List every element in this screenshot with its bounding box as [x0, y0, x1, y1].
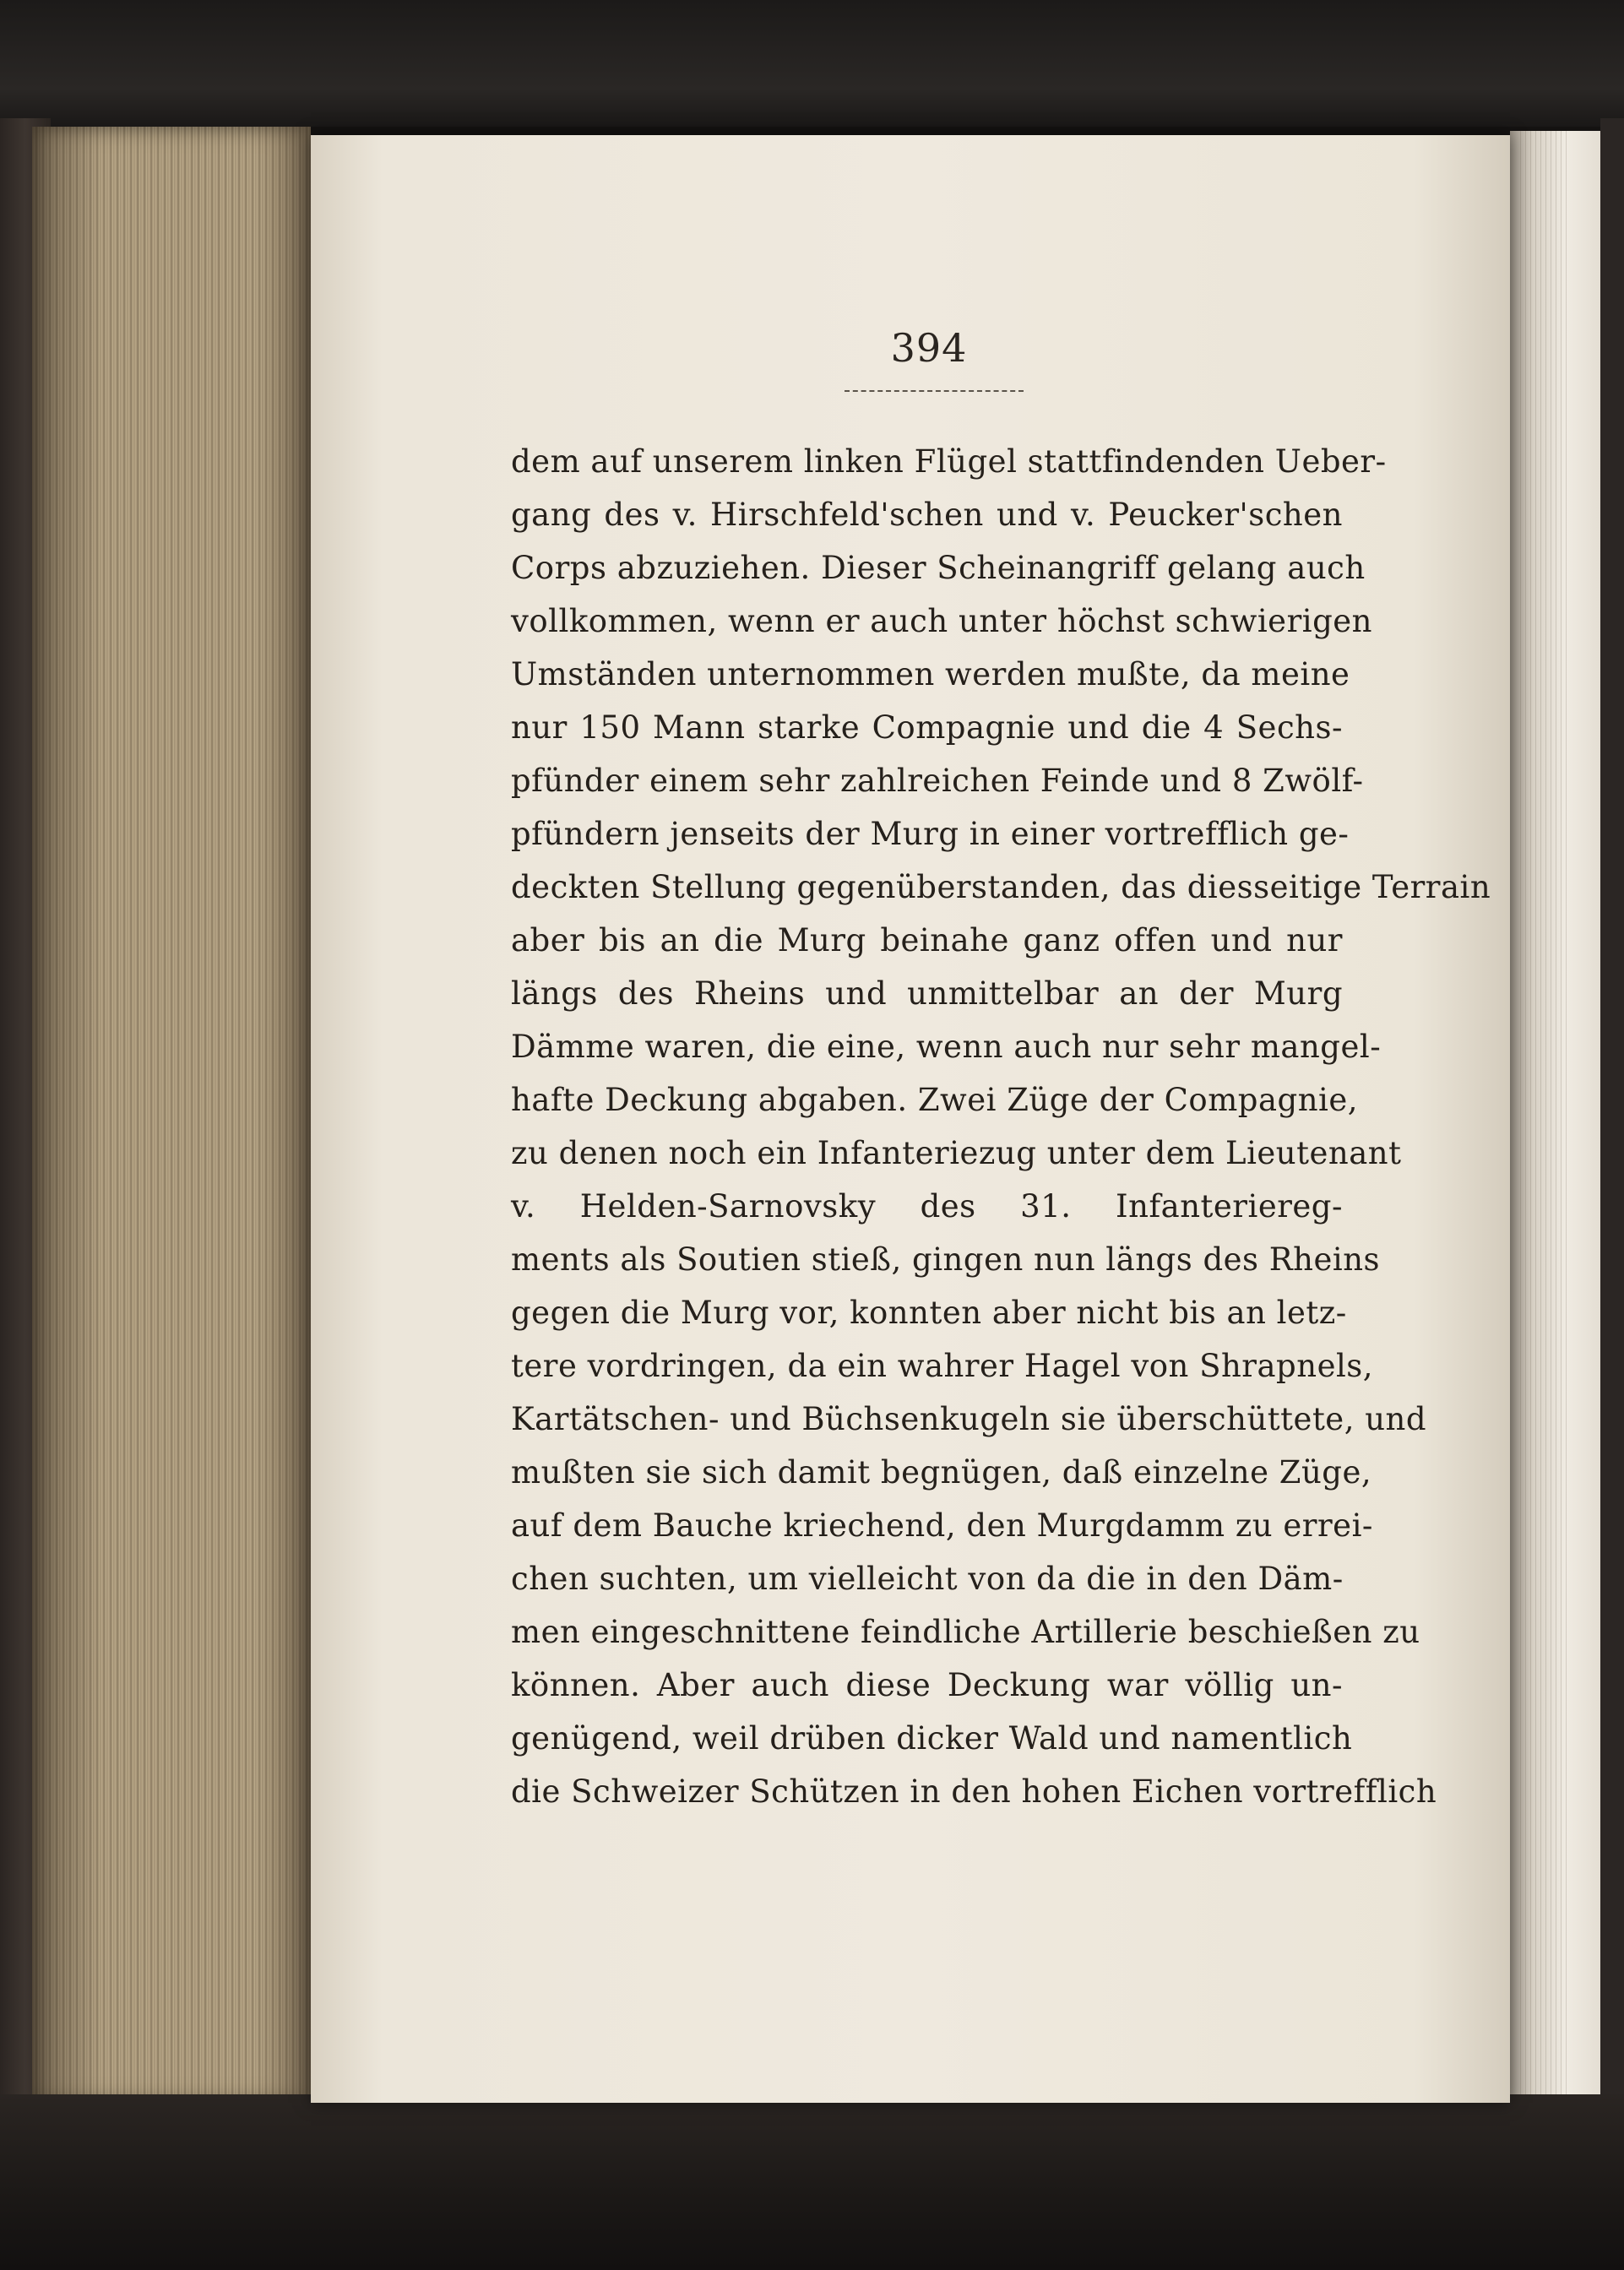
text-line: dem auf unserem linken Flügel stattfindenden Ueber- — [511, 443, 1387, 480]
page-edges-shade — [32, 127, 311, 2103]
text-line: pfünder einem sehr zahlreichen Feinde und 8 Zwölf- — [511, 763, 1364, 799]
text-line: die Schweizer Schützen in den hohen Eichen vortrefflich — [511, 1773, 1437, 1810]
text-line: gang des v. Hirschfeld'schen und v. Peucker'schen — [511, 497, 1343, 533]
header-rule — [845, 390, 1024, 392]
background-top — [0, 0, 1624, 127]
text-line: gegen die Murg vor, konnten aber nicht bis an letz- — [511, 1295, 1347, 1331]
text-line: vollkommen, wenn er auch unter höchst schwierigen — [511, 603, 1373, 639]
text-line: ments als Soutien stieß, gingen nun längs des Rheins — [511, 1241, 1381, 1278]
book-cover-right — [1600, 118, 1624, 2187]
text-line: pfündern jenseits der Murg in einer vortrefflich ge- — [511, 816, 1350, 852]
text-line: nur 150 Mann starke Compagnie und die 4 Sechs- — [511, 709, 1343, 746]
text-line: Corps abzuziehen. Dieser Scheinangriff gelang auch — [511, 550, 1366, 586]
text-line: zu denen noch ein Infanteriezug unter dem Lieutenant — [511, 1135, 1402, 1171]
background-bottom — [0, 2094, 1624, 2270]
page-body-text — [511, 435, 1491, 1818]
text-line: mußten sie sich damit begnügen, daß einzelne Züge, — [511, 1454, 1372, 1491]
text-line: genügend, weil drüben dicker Wald und namentlich — [511, 1720, 1353, 1757]
text-line: längs des Rheins und unmittelbar an der Murg — [511, 975, 1343, 1012]
text-line: hafte Deckung abgaben. Zwei Züge der Compagnie, — [511, 1082, 1359, 1118]
text-line: Kartätschen- und Büchsenkugeln sie überschüttete, und — [511, 1401, 1427, 1437]
text-line: men eingeschnittene feindliche Artillerie beschießen zu — [511, 1614, 1420, 1650]
page-edges-right — [1520, 131, 1571, 2099]
page-number: 394 — [890, 325, 968, 371]
text-line: können. Aber auch diese Deckung war völlig un- — [511, 1667, 1343, 1703]
text-line: auf dem Bauche kriechend, den Murgdamm zu errei- — [511, 1507, 1373, 1544]
text-line: tere vordringen, da ein wahrer Hagel von Shrapnels, — [511, 1348, 1374, 1384]
text-line: v. Helden-Sarnovsky des 31. Infanteriereg- — [511, 1188, 1343, 1225]
text-line: aber bis an die Murg beinahe ganz offen und nur — [511, 922, 1343, 959]
text-line: deckten Stellung gegenüberstanden, das diesseitige Terrain — [511, 869, 1491, 905]
text-line: Dämme waren, die eine, wenn auch nur sehr mangel- — [511, 1029, 1382, 1065]
text-line: chen suchten, um vielleicht von da die in den Däm- — [511, 1561, 1344, 1597]
text-line: Umständen unternommen werden mußte, da meine — [511, 656, 1350, 692]
